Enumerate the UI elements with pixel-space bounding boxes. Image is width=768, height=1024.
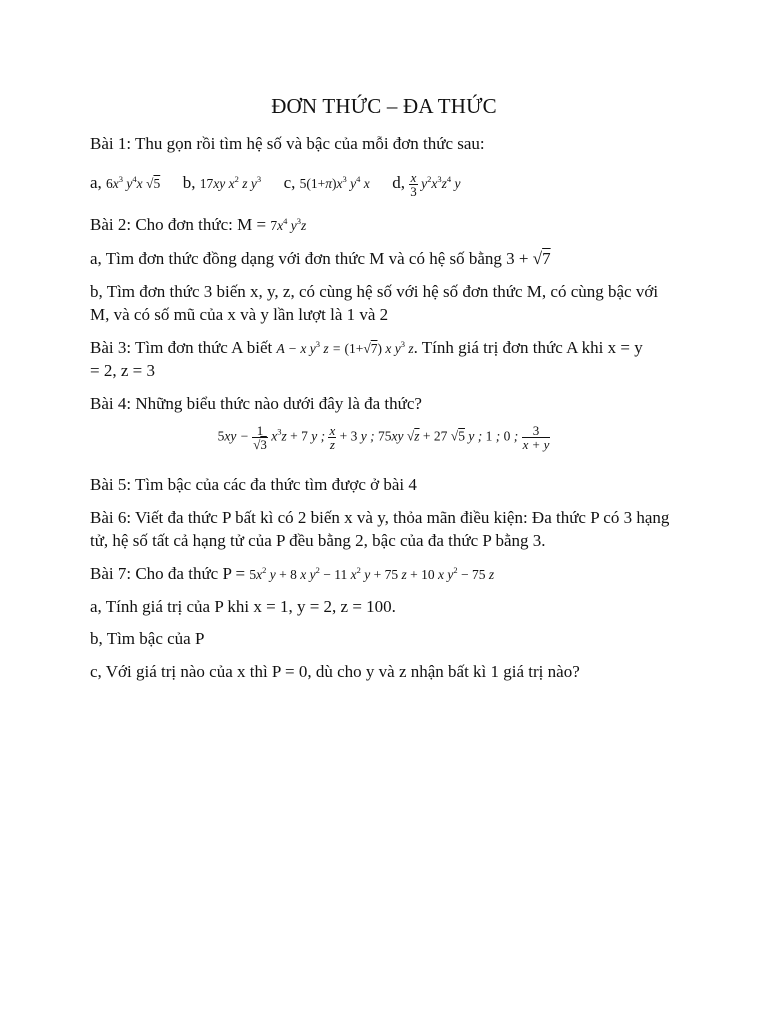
sqrt-radicand: 7: [542, 249, 551, 268]
bai3-equation: A − x $y^3$ z = (1+√7) x $y^3$ z: [276, 339, 414, 356]
sqrt-symbol: √: [532, 249, 543, 268]
bai1-a-expression: $6x^3$ $y^4x$ √5: [106, 174, 161, 191]
bai3-line1: [90, 336, 680, 360]
bai1-heading: Bài 1: Thu gọn rồi tìm hệ số và bậc của mỗi đơn thức sau:: [90, 134, 485, 153]
bai5-heading: Bài 5: Tìm bậc của các đa thức tìm được ở bài 4: [90, 475, 417, 494]
bai7-p-expression: $5x^2$ y + 8 x $y^2 - 11$ $x^2$ y + 75 z + 10 x $y^2 - 75$ z: [249, 565, 495, 582]
bai2-a-text: a, Tìm đơn thức đồng dạng với đơn thức M và có hệ số bằng 3 +: [90, 249, 533, 268]
bai2-a: [90, 247, 680, 270]
bai2-m-expression: $7x^4$ $y^3z$: [270, 216, 307, 233]
bai7-heading: [90, 562, 680, 586]
bai7-text: Bài 7: Cho đa thức P =: [90, 564, 250, 583]
bai7-a: a, Tính giá trị của P khi x = 1, y = 2, z = 100.: [90, 597, 396, 616]
bai1-b-expression: 17xy $x^2$ z $y^3$: [199, 174, 262, 191]
bai6-heading: Bài 6: Viết đa thức P bất kì có 2 biến x và y, thỏa mãn điều kiện: Đa thức P có 3 hạng tử, hệ số tất cả hạng tử của P đều bằng 2, bậc của đa thức P bằng 3.: [90, 508, 670, 550]
bai1-d-expression: $\frac{x}{3}$ $y^2x^3z^4$ y: [410, 170, 461, 200]
bai3-text-before: Bài 3: Tìm đơn thức A biết: [90, 338, 277, 357]
bai1-c-expression: $5(1+\pi)x^3$ $y^4$ x: [299, 174, 370, 191]
bai1-b-label: b,: [182, 173, 200, 192]
bai1-d-label: d,: [392, 173, 410, 192]
bai3-text-after: . Tính giá trị đơn thức A khi x = y: [413, 338, 643, 357]
bai2-heading: [90, 213, 680, 237]
bai2-b: b, Tìm đơn thức 3 biến x, y, z, có cùng hệ số với hệ số đơn thức M, có cùng bậc với M, và có số mũ của x và y lần lượt là 1 và 2: [90, 282, 659, 324]
bai1-expressions: [90, 171, 680, 198]
bai2-text: Bài 2: Cho đơn thức: M =: [90, 215, 271, 234]
bai1-c-label: c,: [283, 173, 300, 192]
bai7-b: b, Tìm bậc của P: [90, 629, 205, 648]
bai7-c: c, Với giá trị nào của x thì P = 0, dù cho y và z nhận bất kì 1 giá trị nào?: [90, 662, 580, 681]
bai4-heading: Bài 4: Những biểu thức nào dưới đây là đa thức?: [90, 394, 422, 413]
page-title: ĐƠN THỨC – ĐA THỨC: [271, 94, 497, 118]
bai4-expressions: 5xy − $\frac{1}{√3}$ $x^3z + 7$ y ; $\frac{x}{z}$ + 3 y ; 75xy √z + 27 √5 y ; 1 ; 0 ; $\frac{3}{x + y}$: [217, 423, 550, 452]
bai1-a-label: a,: [90, 173, 107, 192]
bai3-line2: = 2, z = 3: [90, 361, 155, 380]
